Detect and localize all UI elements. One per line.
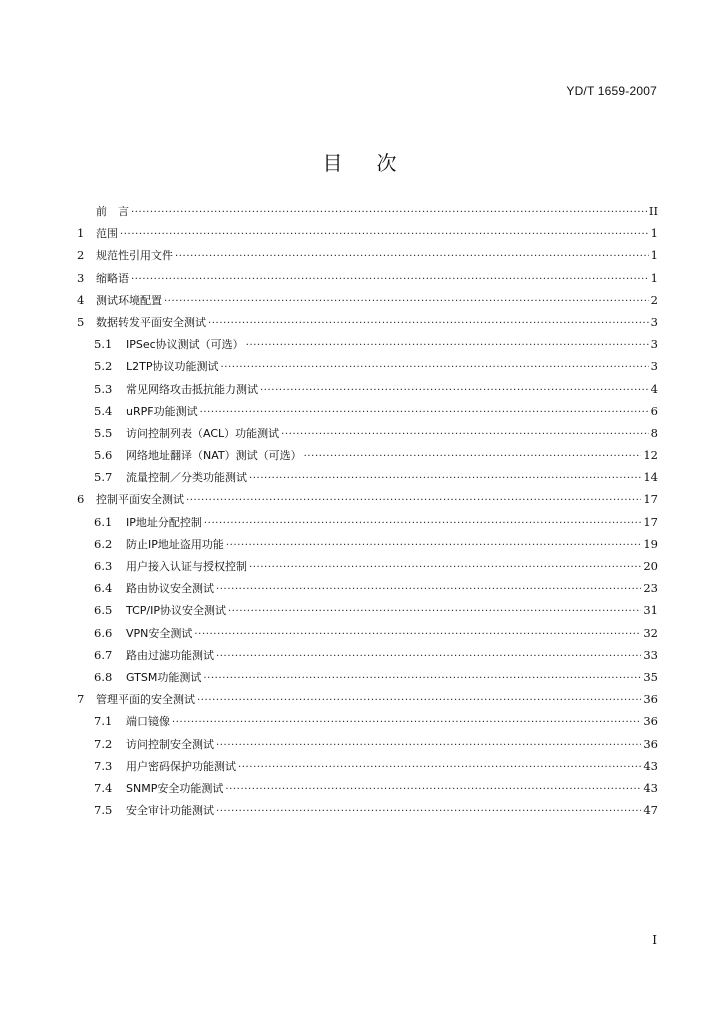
toc-entry-number: 5.6 xyxy=(94,448,113,463)
dot-leader xyxy=(131,271,649,285)
toc-entry-label: 路由协议安全测试 xyxy=(126,582,214,596)
toc-entry-number: 5.1 xyxy=(94,337,113,352)
toc-entry-page: II xyxy=(648,204,658,218)
toc-entry-page: 20 xyxy=(643,559,658,573)
toc-entry-label: 安全审计功能测试 xyxy=(126,804,214,818)
toc-entry-label: 数据转发平面安全测试 xyxy=(96,315,206,329)
dot-leader xyxy=(281,426,649,440)
toc-entry-6-4[interactable] xyxy=(77,580,658,602)
toc-entry-7-1[interactable] xyxy=(77,713,658,735)
toc-entry-page: 3 xyxy=(650,314,658,329)
toc-entry-label: 常见网络攻击抵抗能力测试 xyxy=(126,382,258,396)
toc-entry-5-2[interactable] xyxy=(77,358,658,380)
toc-entry-number: 3 xyxy=(77,270,85,285)
dot-leader xyxy=(194,626,641,640)
toc-entry-7-4[interactable] xyxy=(77,780,658,802)
toc-entry-6[interactable] xyxy=(77,491,658,513)
toc-entry-6-6[interactable] xyxy=(77,625,658,647)
toc-entry-label: 用户密码保护功能测试 xyxy=(126,759,236,773)
toc-entry-label: 网络地址翻译（NAT）测试（可选） xyxy=(126,449,302,463)
dot-leader xyxy=(220,359,648,373)
toc-entry-7-5[interactable] xyxy=(77,802,658,824)
dot-leader xyxy=(164,293,649,307)
toc-entry-foreword[interactable] xyxy=(77,203,658,225)
toc-entry-page: 33 xyxy=(643,647,658,662)
toc-entry-label: 范围 xyxy=(96,227,118,241)
toc-entry-number: 5.2 xyxy=(94,359,113,374)
toc-entry-label: IPSec协议测试（可选） xyxy=(126,338,244,352)
toc-entry-number: 6.2 xyxy=(94,536,113,551)
toc-entry-number: 6.1 xyxy=(94,514,113,529)
document-code: YD/T 1659-2007 xyxy=(566,84,657,98)
toc-entry-label: 端口镜像 xyxy=(126,715,170,729)
toc-entry-number: 7.5 xyxy=(94,803,113,818)
dot-leader xyxy=(208,315,649,329)
toc-entry-label: 流量控制／分类功能测试 xyxy=(126,471,247,485)
toc-entry-number: 7.2 xyxy=(94,736,113,751)
toc-entry-number: 5.5 xyxy=(94,425,113,440)
toc-entry-page: 3 xyxy=(650,359,658,374)
toc-entry-6-7[interactable] xyxy=(77,647,658,669)
toc-entry-number: 5 xyxy=(77,314,85,329)
toc-entry-page: 36 xyxy=(643,714,658,729)
toc-entry-page: 1 xyxy=(650,226,658,241)
toc-entry-4[interactable] xyxy=(77,292,658,314)
toc-entry-label: TCP/IP协议安全测试 xyxy=(126,604,226,618)
toc-entry-6-2[interactable] xyxy=(77,536,658,558)
dot-leader xyxy=(216,581,641,595)
toc-entry-number: 7.1 xyxy=(94,714,113,729)
toc-entry-page: 31 xyxy=(643,603,658,618)
toc-entry-page: 19 xyxy=(643,536,658,551)
toc-entry-label: 前 言 xyxy=(96,205,129,218)
dot-leader xyxy=(131,204,647,218)
dot-leader xyxy=(260,382,649,396)
toc-entry-page: 43 xyxy=(643,758,658,773)
toc-entry-number: 7.3 xyxy=(94,758,113,773)
dot-leader xyxy=(246,337,649,351)
dot-leader xyxy=(249,559,641,573)
toc-entry-number: 5.4 xyxy=(94,403,113,418)
toc-entry-6-5[interactable] xyxy=(77,602,658,624)
dot-leader xyxy=(172,714,641,728)
toc-entry-5[interactable] xyxy=(77,314,658,336)
dot-leader xyxy=(203,670,641,684)
toc-entry-label: 访问控制安全测试 xyxy=(126,737,214,751)
toc-entry-number: 6.5 xyxy=(94,603,113,618)
toc-entry-page: 3 xyxy=(650,337,658,352)
toc-entry-page: 36 xyxy=(643,736,658,751)
toc-entry-page: 2 xyxy=(650,292,658,307)
toc-entry-5-3[interactable] xyxy=(77,381,658,403)
toc-entry-page: 47 xyxy=(643,803,658,818)
toc-entry-7[interactable] xyxy=(77,691,658,713)
dot-leader xyxy=(225,781,641,795)
footer-page-number: I xyxy=(652,933,657,947)
toc-entry-label: VPN安全测试 xyxy=(126,626,193,640)
dot-leader xyxy=(228,603,641,617)
dot-leader xyxy=(175,248,649,262)
toc-entry-number: 6.3 xyxy=(94,559,113,573)
toc-entry-label: 测试环境配置 xyxy=(96,293,162,307)
toc-entry-number: 2 xyxy=(77,248,85,263)
table-of-contents xyxy=(77,203,658,824)
dot-leader xyxy=(216,803,641,817)
dot-leader xyxy=(216,737,641,751)
toc-entry-5-6[interactable] xyxy=(77,447,658,469)
toc-entry-number: 1 xyxy=(77,226,85,241)
toc-entry-1[interactable] xyxy=(77,225,658,247)
toc-entry-page: 23 xyxy=(643,581,658,596)
toc-entry-6-8[interactable] xyxy=(77,669,658,691)
dot-leader xyxy=(216,648,641,662)
toc-entry-page: 1 xyxy=(650,248,658,263)
toc-entry-page: 8 xyxy=(650,425,658,440)
toc-entry-page: 14 xyxy=(643,470,658,485)
toc-entry-label: SNMP安全功能测试 xyxy=(126,781,224,795)
toc-entry-6-1[interactable] xyxy=(77,514,658,536)
toc-entry-page: 36 xyxy=(643,692,658,707)
toc-entry-page: 4 xyxy=(650,381,658,396)
toc-entry-page: 17 xyxy=(643,514,658,529)
toc-entry-5-7[interactable] xyxy=(77,469,658,491)
dot-leader xyxy=(304,448,642,462)
dot-leader xyxy=(238,759,641,773)
dot-leader xyxy=(249,470,641,484)
toc-entry-label: L2TP协议功能测试 xyxy=(126,360,219,374)
page-title: 目次 xyxy=(322,151,431,175)
toc-entry-label: 访问控制列表（ACL）功能测试 xyxy=(126,426,280,440)
toc-entry-label: IP地址分配控制 xyxy=(126,515,202,529)
toc-entry-label: 防止IP地址盗用功能 xyxy=(126,537,224,551)
dot-leader xyxy=(204,515,641,529)
toc-entry-number: 6.4 xyxy=(94,581,113,596)
toc-entry-5-4[interactable] xyxy=(77,403,658,425)
dot-leader xyxy=(226,537,641,551)
toc-entry-2[interactable] xyxy=(77,247,658,269)
dot-leader xyxy=(197,692,641,706)
toc-entry-page: 12 xyxy=(643,448,658,463)
toc-entry-label: 控制平面安全测试 xyxy=(96,493,184,507)
toc-entry-number: 4 xyxy=(77,292,85,307)
toc-entry-3[interactable] xyxy=(77,270,658,292)
toc-entry-7-3[interactable] xyxy=(77,758,658,780)
toc-entry-label: GTSM功能测试 xyxy=(126,670,202,684)
dot-leader xyxy=(186,492,641,506)
toc-entry-label: 缩略语 xyxy=(96,271,129,285)
toc-entry-page: 17 xyxy=(643,492,658,507)
toc-entry-number: 6.6 xyxy=(94,625,113,640)
toc-entry-label: 规范性引用文件 xyxy=(96,249,173,263)
toc-entry-label: 用户接入认证与授权控制 xyxy=(126,560,247,573)
toc-entry-page: 43 xyxy=(643,780,658,795)
toc-entry-number: 6 xyxy=(77,492,85,507)
toc-entry-label: 管理平面的安全测试 xyxy=(96,693,195,707)
toc-entry-label: 路由过滤功能测试 xyxy=(126,648,214,662)
toc-entry-page: 35 xyxy=(643,669,658,684)
toc-entry-number: 7 xyxy=(77,692,85,707)
toc-entry-number: 6.8 xyxy=(94,669,113,684)
toc-entry-number: 5.3 xyxy=(94,381,113,396)
dot-leader xyxy=(120,226,649,240)
toc-entry-page: 32 xyxy=(643,625,658,640)
toc-entry-number: 7.4 xyxy=(94,780,113,795)
toc-entry-number: 5.7 xyxy=(94,470,113,485)
toc-entry-page: 1 xyxy=(650,270,658,285)
toc-entry-number: 6.7 xyxy=(94,647,113,662)
dot-leader xyxy=(200,404,649,418)
toc-entry-page: 6 xyxy=(650,403,658,418)
toc-entry-6-3[interactable] xyxy=(77,558,658,580)
toc-entry-5-1[interactable] xyxy=(77,336,658,358)
toc-entry-label: uRPF功能测试 xyxy=(126,404,198,418)
toc-entry-7-2[interactable] xyxy=(77,736,658,758)
toc-entry-5-5[interactable] xyxy=(77,425,658,447)
